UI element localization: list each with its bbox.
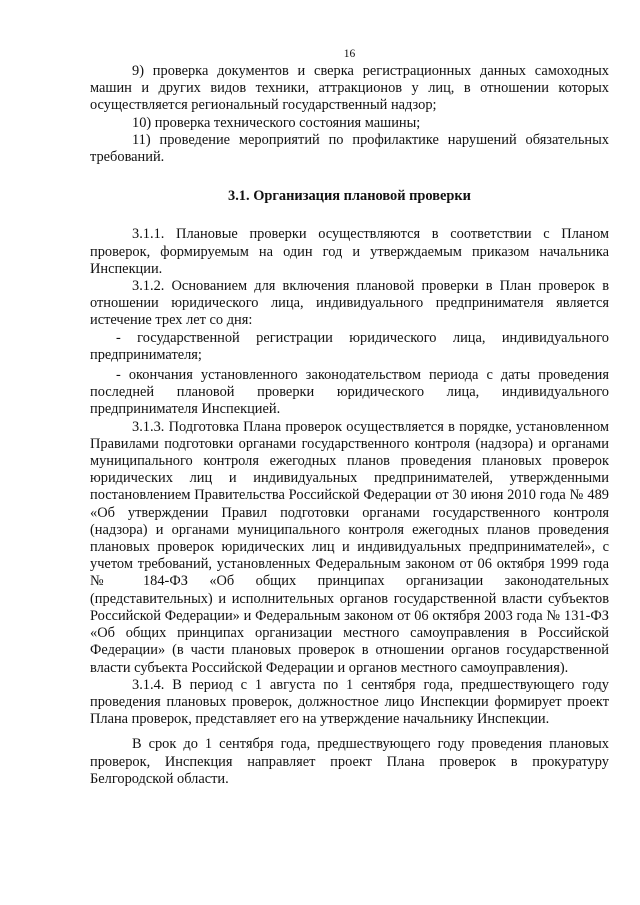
document-page [90,48,609,788]
paragraph-3-1-1: 3.1.1. Плановые проверки осуществляются в соответствии с Планом проверок, формируемым на один год и утверждаемым приказом начальника Инспекции. [90,226,609,277]
list-item-10: 10) проверка технического состояния машины; [132,114,421,131]
paragraph-3-1-4: 3.1.4. В период с 1 августа по 1 сентября года, предшествующего году проведения плановых проверок, должностное лицо Инспекции формирует проект Плана проверок, представляет его на утверждение начальнику Инспекции. [90,676,609,728]
list-item-9: 9) проверка документов и сверка регистрационных данных самоходных машин и других видов техники, аттракционов у лиц, в отношении которых осуществляется региональный государственный надзор; [90,63,609,114]
paragraph-final: В срок до 1 сентября года, предшествующего году проведения плановых проверок, Инспекция направляет проект Плана проверок в прокуратуру Белгородской области. [90,736,609,787]
paragraph-3-1-3: 3.1.3. Подготовка Плана проверок осуществляется в порядке, установленном Правилами подготовки органами государственного контроля (надзора) и органами муниципального контроля ежегодных планов проведения плановых проверок юридических лиц и индивидуальных предпринимателей, утвержденными постановлением Правительства Российской Федерации от 30 июня 2010 года № 489 «Об утверждении Правил подготовки органами государственного контроля (надзора) и органами муниципального контроля ежегодных планов проведения плановых проверок юридических лиц и индивидуальных предпринимателей», с учетом требований, установленных Федеральным законом от 06 октября 1999 года № 184-ФЗ «Об общих принципах организации законодательных (представительных) и исполнительных органов государственной власти субъектов Российской Федерации» и Федеральным законом от 06 октября 2003 года № 131-ФЗ «Об общих принципах организации местного самоуправления в Российской Федерации» (в части плановых проверок в отношении органов государственной власти субъекта Российской Федерации и органов местного самоуправления). [90,418,609,676]
paragraph-3-1-2: 3.1.2. Основанием для включения плановой проверки в План проверок в отношении юридического лица, индивидуального предпринимателя является истечение трех лет со дня: [90,278,609,329]
dash-item-period-end: - окончания установленного законодательством периода с даты проведения последней плановой проверки юридического лица, индивидуального предпринимателя Инспекцией. [90,367,609,418]
page-number: 16 [343,48,356,60]
dash-item-registration: - государственной регистрации юридического лица, индивидуального предпринимателя; [90,329,609,363]
section-heading: 3.1. Организация плановой проверки [228,188,471,205]
list-item-11: 11) проведение мероприятий по профилактике нарушений обязательных требований. [90,131,609,166]
